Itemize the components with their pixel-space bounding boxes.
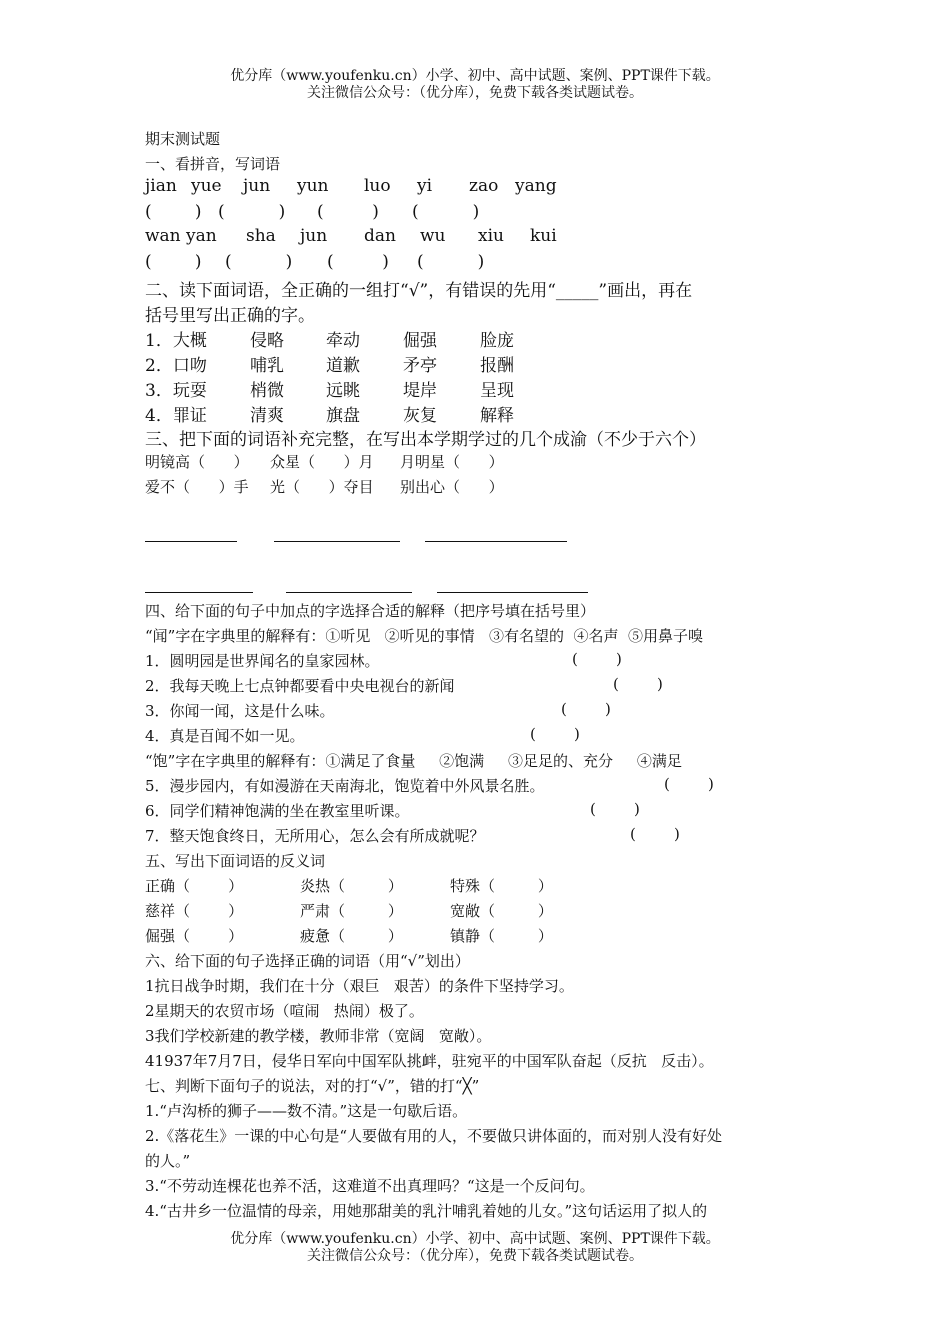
section-5-heading: 五、写出下面词语的反义词	[145, 852, 326, 870]
word: 清爽	[250, 406, 284, 426]
antonym-item: 镇静（ ）	[450, 927, 553, 945]
judgement-statement: 1.“卢沟桥的狮子——数不清。”这是一句歇后语。	[145, 1102, 468, 1120]
antonym-item: 炎热（ ）	[300, 877, 403, 895]
question-text: 4．真是百闻不如一见。	[145, 727, 305, 745]
answer-blank[interactable]: ( )	[561, 700, 611, 718]
answer-blank[interactable]: ( )	[327, 252, 389, 272]
question-text: 2．我每天晚上七点钟都要看中央电视台的新闻	[145, 677, 455, 695]
question-text: 6．同学们精神饱满的坐在教室里听课。	[145, 802, 410, 820]
section-2-heading-line-1: 二、读下面词语，全正确的一组打“√”，有错误的先用“_____”画出，再在	[145, 281, 693, 301]
definition-bao: “饱”字在字典里的解释有：①满足了食量 ②饱满 ③足足的、充分 ④满足	[145, 752, 682, 770]
word: 脸庞	[480, 331, 514, 351]
answer-blank[interactable]: ( )	[590, 800, 640, 818]
idiom-fill: 别出心（ ）	[400, 478, 504, 496]
answer-blank[interactable]: ( )	[630, 825, 680, 843]
judgement-statement: 2.《落花生》一课的中心句是“人要做有用的人，不要做只讲体面的，而对别人没有好处	[145, 1127, 722, 1145]
antonym-item: 宽敞（ ）	[450, 902, 553, 920]
idiom-fill: 众星（ ）月	[270, 453, 374, 471]
word: 2．口吻	[145, 356, 207, 376]
answer-blank[interactable]: ( )	[530, 725, 580, 743]
choice-sentence: 3我们学校新建的教学楼，教师非常（宽阔 宽敞）。	[145, 1027, 492, 1045]
word: 侵略	[250, 331, 284, 351]
pinyin: wu	[420, 226, 446, 246]
judgement-statement: 4.“古井乡一位温情的母亲，用她那甜美的乳汁哺乳着她的儿女。”这句话运用了拟人的	[145, 1202, 708, 1220]
question-text: 1．圆明园是世界闻名的皇家园林。	[145, 652, 380, 670]
section-3-heading: 三、把下面的词语补充完整，在写出本学期学过的几个成渝（不少于六个）	[145, 430, 706, 450]
word: 4．罪证	[145, 406, 207, 426]
word: 牵动	[326, 331, 360, 351]
answer-blank[interactable]: ( )	[417, 252, 485, 272]
header-line-2: 关注微信公众号：（优分库），免费下载各类试题试卷。	[307, 85, 643, 101]
antonym-item: 倔强（ ）	[145, 927, 244, 945]
antonym-item: 正确（ ）	[145, 877, 244, 895]
question-text: 5．漫步园内，有如漫游在天南海北，饱览着中外风景名胜。	[145, 777, 545, 795]
footer-line-2: 关注微信公众号：（优分库），免费下载各类试题试卷。	[307, 1248, 643, 1264]
choice-sentence: 2星期天的农贸市场（喧闹 热闹）极了。	[145, 1002, 424, 1020]
word: 旗盘	[326, 406, 360, 426]
question-text: 3．你闻一闻，这是什么味。	[145, 702, 335, 720]
pinyin: yun	[297, 176, 329, 196]
antonym-item: 慈祥（ ）	[145, 902, 244, 920]
pinyin: yang	[515, 176, 557, 196]
section-7-heading: 七、判断下面句子的说法，对的打“√”，错的打“╳”	[145, 1077, 480, 1095]
pinyin: zao	[469, 176, 499, 196]
answer-blank[interactable]: ( )	[572, 650, 622, 668]
footer-line-1: 优分库（www.youfenku.cn）小学、初中、高中试题、案例、PPT课件下载。	[230, 1231, 720, 1247]
writing-line[interactable]	[145, 592, 253, 593]
word: 哺乳	[250, 356, 284, 376]
answer-blank[interactable]: ( )	[225, 252, 293, 272]
idiom-fill: 月明星（ ）	[400, 453, 504, 471]
section-2-heading-line-2: 括号里写出正确的字。	[145, 306, 315, 326]
word: 报酬	[480, 356, 514, 376]
answer-blank[interactable]: ( )	[145, 202, 202, 222]
pinyin: kui	[530, 226, 557, 246]
question-text: 7．整天饱食终日，无所用心，怎么会有所成就呢？	[145, 827, 485, 845]
page-footer	[0, 1231, 950, 1265]
idiom-fill: 爱不（ ）手	[145, 478, 249, 496]
header-line-1: 优分库（www.youfenku.cn）小学、初中、高中试题、案例、PPT课件下载。	[230, 68, 720, 84]
section-1-heading: 一、看拼音，写词语	[145, 155, 281, 173]
antonym-item: 特殊（ ）	[450, 877, 553, 895]
pinyin: xiu	[478, 226, 504, 246]
answer-blank[interactable]: ( )	[317, 202, 379, 222]
pinyin: yan	[186, 226, 217, 246]
antonym-item: 严肃（ ）	[300, 902, 403, 920]
idiom-fill: 明镜高（ ）	[145, 453, 249, 471]
word: 远眺	[326, 381, 360, 401]
writing-line[interactable]	[437, 592, 588, 593]
word: 1．大概	[145, 331, 207, 351]
pinyin: luo	[364, 176, 391, 196]
section-4-heading: 四、给下面的句子中加点的字选择合适的解释（把序号填在括号里）	[145, 602, 596, 620]
word: 呈现	[480, 381, 514, 401]
writing-line[interactable]	[145, 541, 237, 542]
word: 解释	[480, 406, 514, 426]
pinyin: yue	[191, 176, 222, 196]
word: 灰复	[403, 406, 437, 426]
pinyin: jian	[145, 176, 177, 196]
pinyin: sha	[246, 226, 276, 246]
word: 道歉	[326, 356, 360, 376]
idiom-fill: 光（ ）夺目	[270, 478, 374, 496]
answer-blank[interactable]: ( )	[412, 202, 480, 222]
judgement-statement: 3.“不劳动连棵花也养不活，这难道不出真理吗？“这是一个反问句。	[145, 1177, 595, 1195]
word: 3．玩耍	[145, 381, 207, 401]
writing-line[interactable]	[425, 541, 567, 542]
answer-blank[interactable]: ( )	[218, 202, 286, 222]
choice-sentence: 1抗日战争时期，我们在十分（艰巨 艰苦）的条件下坚持学习。	[145, 977, 574, 995]
answer-blank[interactable]: ( )	[664, 775, 714, 793]
choice-sentence: 41937年7月7日，侵华日军向中国军队挑衅，驻宛平的中国军队奋起（反抗 反击）。	[145, 1052, 714, 1070]
judgement-statement-continued: 的人。”	[145, 1152, 191, 1170]
definition-wen: “闻”字在字典里的解释有：①听见 ②听见的事情 ③有名望的 ④名声 ⑤用鼻子嗅	[145, 627, 704, 645]
section-6-heading: 六、给下面的句子选择正确的词语（用“√”划出）	[145, 952, 470, 970]
exam-title: 期末测试题	[145, 130, 221, 148]
page-header	[0, 68, 950, 102]
answer-blank[interactable]: ( )	[145, 252, 202, 272]
word: 矛亭	[403, 356, 437, 376]
word: 倔强	[403, 331, 437, 351]
writing-line[interactable]	[286, 592, 412, 593]
antonym-item: 疲惫（ ）	[300, 927, 403, 945]
pinyin: dan	[364, 226, 396, 246]
pinyin: wan	[145, 226, 181, 246]
pinyin: yi	[417, 176, 433, 196]
word: 堤岸	[403, 381, 437, 401]
pinyin: jun	[300, 226, 328, 246]
writing-line[interactable]	[274, 541, 400, 542]
word: 梢微	[250, 381, 284, 401]
pinyin: jun	[243, 176, 271, 196]
answer-blank[interactable]: ( )	[613, 675, 663, 693]
